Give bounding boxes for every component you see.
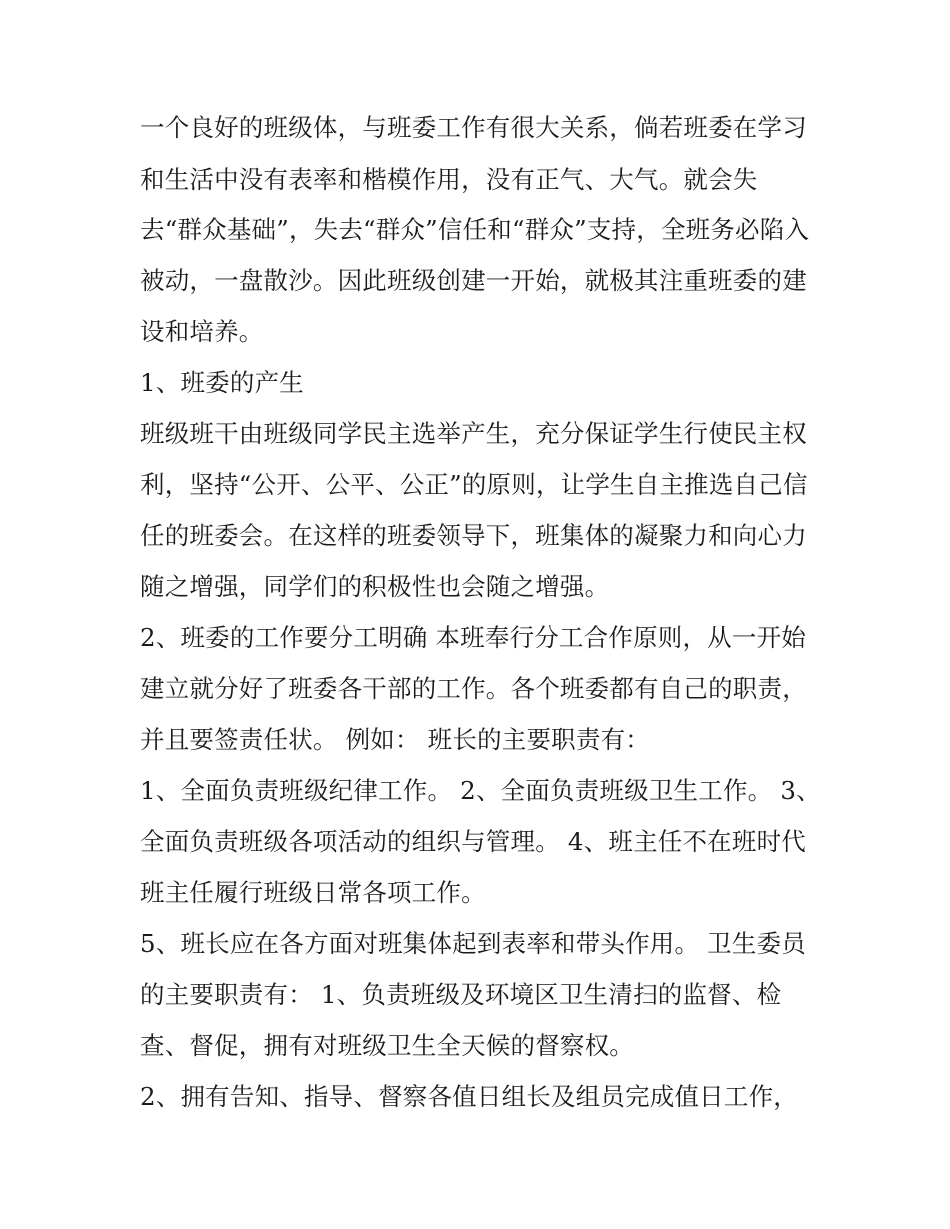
- section-heading: 1、班委的产生: [140, 368, 304, 397]
- text-line: 1、全面负责班级纪律工作。 2、全面负责班级卫生工作。 3、: [140, 776, 821, 805]
- text-line: 设和培养。: [140, 317, 264, 346]
- text-line: 一个良好的班级体，与班委工作有很大关系，倘若班委在学习: [140, 113, 807, 142]
- text-line: 任的班委会。在这样的班委领导下，班集体的凝聚力和向心力: [140, 521, 807, 550]
- text-line: 班主任履行班级日常各项工作。: [140, 878, 486, 907]
- text-line: 去“群众基础”，失去“群众”信任和“群众”支持，全班务必陷入: [140, 215, 810, 244]
- text-line: 被动，一盘散沙。因此班级创建一开始，就极其注重班委的建: [140, 266, 807, 295]
- text-line: 并且要签责任状。 例如： 班长的主要职责有：: [140, 725, 650, 754]
- text-line: 查、督促，拥有对班级卫生全天候的督察权。: [140, 1031, 634, 1060]
- text-line: 的主要职责有： 1、负责班级及环境区卫生清扫的监督、检: [140, 980, 782, 1009]
- text-line: 2、拥有告知、指导、督察各值日组长及组员完成值日工作，: [140, 1082, 798, 1111]
- text-line: 全面负责班级各项活动的组织与管理。 4、班主任不在班时代: [140, 827, 806, 856]
- text-line: 利，坚持“公开、公平、公正”的原则，让学生自主推选自己信: [140, 470, 808, 499]
- text-line: 2、班委的工作要分工明确 本班奉行分工合作原则，从一开始: [140, 623, 806, 652]
- text-line: 和生活中没有表率和楷模作用，没有正气、大气。就会失: [140, 165, 758, 194]
- text-line: 随之增强，同学们的积极性也会随之增强。: [140, 572, 610, 601]
- text-line: 5、班长应在各方面对班集体起到表率和带头作用。 卫生委员: [140, 929, 806, 958]
- text-line: 建立就分好了班委各干部的工作。各个班委都有自己的职责，: [140, 674, 807, 703]
- text-line: 班级班干由班级同学民主选举产生，充分保证学生行使民主权: [140, 419, 807, 448]
